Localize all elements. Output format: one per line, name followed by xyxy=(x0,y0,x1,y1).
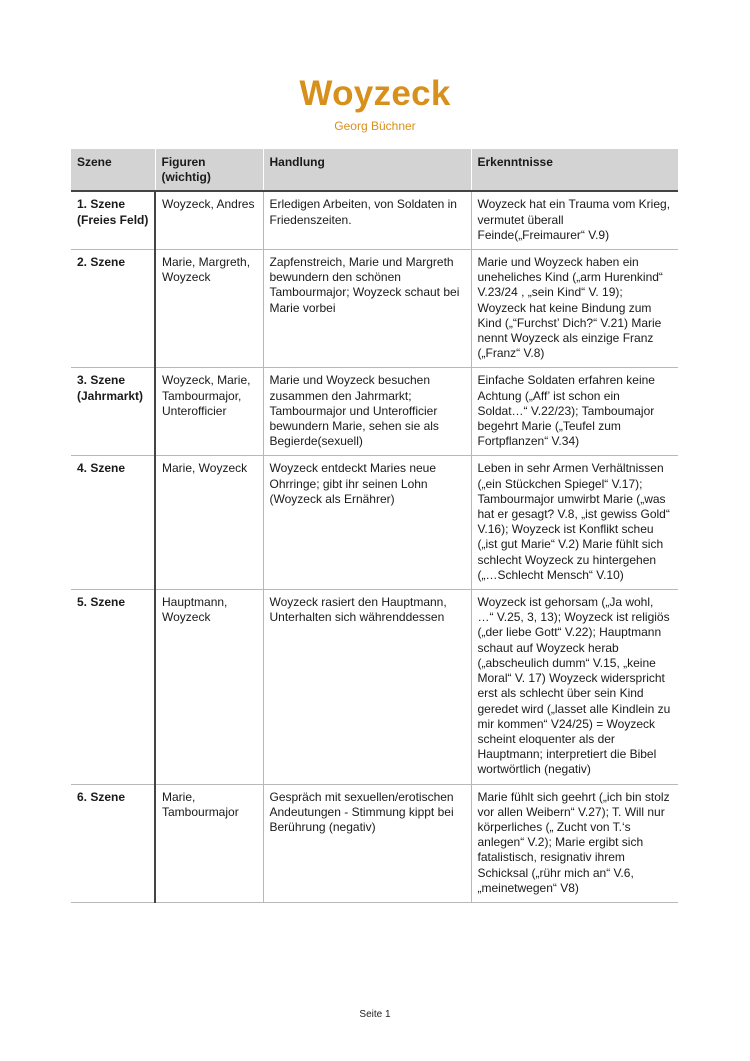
cell-figuren: Marie, Tambourmajor xyxy=(155,784,263,902)
column-header-erkenntnisse: Erkenntnisse xyxy=(471,149,678,191)
column-header-handlung: Handlung xyxy=(263,149,471,191)
scene-overview-table xyxy=(71,149,678,903)
cell-szene: 4. Szene xyxy=(71,456,155,590)
cell-erkenntnisse: Leben in sehr Armen Verhältnissen („ein Stückchen Spiegel“ V.17); Tambourmajor umwirbt Marie („was hat er gesagt? V.8, „ist gewiss Gold“ V.16); Woyzeck ist Konflikt scheu („ist gut Marie“ V.2) Marie fühlt sich schlecht Woyzeck zu hintergehen („…Schlecht Mensch“ V.10) xyxy=(471,456,678,590)
table-header-row xyxy=(71,149,678,191)
table-row xyxy=(71,250,678,368)
table-row xyxy=(71,191,678,249)
column-header-szene: Szene xyxy=(71,149,155,191)
page-number: Seite 1 xyxy=(359,1009,391,1020)
cell-szene: 3. Szene (Jahrmarkt) xyxy=(71,368,155,456)
cell-szene: 1. Szene (Freies Feld) xyxy=(71,191,155,249)
cell-figuren: Woyzeck, Marie, Tambourmajor, Unterofficier xyxy=(155,368,263,456)
cell-szene: 6. Szene xyxy=(71,784,155,902)
cell-figuren: Woyzeck, Andres xyxy=(155,191,263,249)
cell-handlung: Marie und Woyzeck besuchen zusammen den Jahrmarkt; Tambourmajor und Unterofficier bewundern Marie, sehen sie als Begierde(sexuell) xyxy=(263,368,471,456)
cell-handlung: Gespräch mit sexuellen/erotischen Andeutungen - Stimmung kippt bei Berührung (negativ) xyxy=(263,784,471,902)
cell-figuren: Marie, Margreth, Woyzeck xyxy=(155,250,263,368)
document-author: Georg Büchner xyxy=(334,119,416,133)
document-title: Woyzeck xyxy=(299,74,451,113)
cell-figuren: Marie, Woyzeck xyxy=(155,456,263,590)
cell-erkenntnisse: Woyzeck hat ein Trauma vom Krieg, vermutet überall Feinde(„Freimaurer“ V.9) xyxy=(471,191,678,249)
cell-handlung: Erledigen Arbeiten, von Soldaten in Friedenszeiten. xyxy=(263,191,471,249)
cell-szene: 2. Szene xyxy=(71,250,155,368)
column-header-figuren: Figuren (wichtig) xyxy=(155,149,263,191)
cell-figuren: Hauptmann, Woyzeck xyxy=(155,590,263,784)
cell-handlung: Zapfenstreich, Marie und Margreth bewundern den schönen Tambourmajor; Woyzeck schaut bei Marie vorbei xyxy=(263,250,471,368)
cell-szene: 5. Szene xyxy=(71,590,155,784)
cell-erkenntnisse: Einfache Soldaten erfahren keine Achtung („Aff’ ist schon ein Soldat…“ V.22/23); Tamboumajor begehrt Marie („Teufel zum Fortpflanzen“ V.34) xyxy=(471,368,678,456)
cell-erkenntnisse: Marie fühlt sich geehrt („ich bin stolz vor allen Weibern“ V.27); T. Will nur körperliches („ Zucht von T.‘s anlegen“ V.2); Marie ergibt sich fatalistisch, resignativ ihrem Schicksal („rühr mich an“ V.6, „meinetwegen“ V8) xyxy=(471,784,678,902)
table-row xyxy=(71,368,678,456)
table-row xyxy=(71,456,678,590)
cell-handlung: Woyzeck entdeckt Maries neue Ohrringe; gibt ihr seinen Lohn (Woyzeck als Ernährer) xyxy=(263,456,471,590)
cell-erkenntnisse: Woyzeck ist gehorsam („Ja wohl, …“ V.25, 3, 13); Woyzeck ist religiös („der liebe Gott“ V.22); Hauptmann schaut auf Woyzeck herab („abscheulich dumm“ V.15, „keine Moral“ V. 17) Woyzeck widerspricht erst als schlecht über sein Kind geredet wird („lasset alle Kindlein zu mir kommen“ V24/25) = Woyzeck scheint eloquenter als der Hauptmann; interpretiert die Bibel wortwörtlich (negativ) xyxy=(471,590,678,784)
cell-handlung: Woyzeck rasiert den Hauptmann, Unterhalten sich währenddessen xyxy=(263,590,471,784)
table-row xyxy=(71,590,678,784)
table-row xyxy=(71,784,678,902)
cell-erkenntnisse: Marie und Woyzeck haben ein uneheliches Kind („arm Hurenkind“ V.23/24 , „sein Kind“ V. 19); Woyzeck hat keine Bindung zum Kind („“Furchst’ Dich?“ V.21) Marie nennt Woyzeck als einzige Franz („Franz“ V.8) xyxy=(471,250,678,368)
